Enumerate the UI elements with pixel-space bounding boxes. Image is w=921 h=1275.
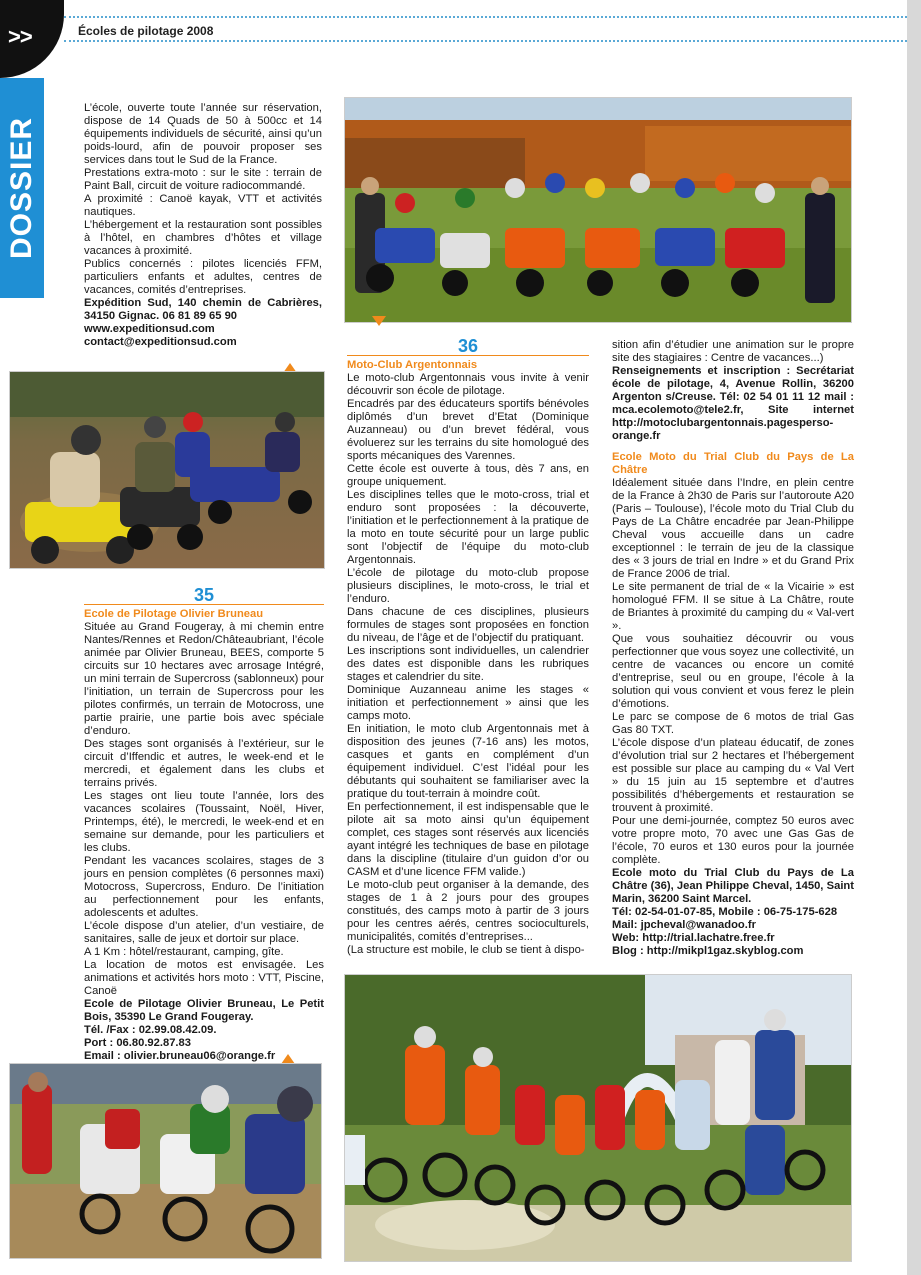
paragraph: sition afin d’étudier une animation sur le propre site des stagiaires : Centre de vacances...): [612, 339, 854, 364]
paragraph: A 1 Km : hôtel/restaurant, camping, gîte.: [84, 946, 284, 958]
paragraph: L’hébergement et la restauration sont possibles à l’hôtel, en chambres d’hôtes et village vacances à proximité.: [84, 219, 322, 257]
contact-email: contact@expeditionsud.com: [84, 336, 237, 348]
paragraph: Le moto-club peut organiser à la demande, des stages de 1 à 2 jours pour des groupes constitués, des camps moto à partir de 3 jours pour les centres aérés, centres socioculturels, municipalités, comités d’entreprises...: [347, 879, 589, 943]
paragraph: Cette école est ouverte à tous, dès 7 ans, en groupe uniquement.: [347, 463, 589, 488]
paragraph: Le parc se compose de 6 motos de trial Gas Gas 80 TXT.: [612, 711, 854, 736]
orange-arrow-down-icon: [372, 316, 386, 326]
paragraph: Publics concernés : pilotes licenciés FFM, particuliers enfants et adultes, centres de vacances, comités d’entreprises.: [84, 258, 322, 296]
paragraph: Que vous souhaitiez découvrir ou vous perfectionner que vous soyez une collectivité, un centre de vacances ou encore un comité d’entreprise, seul ou en groupe, l’école à la solution qui vous convient et vous ferez le plein d’émotions.: [612, 633, 854, 710]
paragraph: Les disciplines telles que le moto-cross, trial et enduro sont proposées : la découverte, l’initiation et le perfectionnement à la pratique de la moto en toute sécurité pour un large public sont l’objectif de l’équipe du moto-club Argentonnais.: [347, 489, 589, 566]
paragraph: Le moto-club Argentonnais vous invite à venir découvrir son école de pilotage.: [347, 372, 589, 397]
page-title: Écoles de pilotage 2008: [78, 24, 214, 38]
photo-quads: [9, 371, 325, 569]
contact-email: Mail: jpcheval@wanadoo.fr: [612, 919, 756, 931]
contact-email: Email : olivier.bruneau06@orange.fr: [84, 1050, 276, 1062]
contact-website: www.expeditionsud.com: [84, 323, 215, 335]
paragraph: La location de motos est envisagée. Les animations et activités hors moto : VTT, Piscine, Canoë: [84, 959, 324, 997]
paragraph: (La structure est mobile, le club se tient à dispo-: [347, 944, 585, 956]
photo-motocross-kids: [9, 1063, 322, 1259]
paragraph: Prestations extra-moto : sur le site : terrain de Paint Ball, circuit de voiture radiocommandé.: [84, 167, 322, 192]
photo-group-motocross: [344, 97, 852, 323]
paragraph: Dans chacune de ces disciplines, plusieurs formules de stages sont proposées en fonction du niveau, de l’âge et de l’objectif du pratiquant.: [347, 606, 589, 644]
section-number-36: 36: [347, 340, 589, 356]
paragraph: Des stages sont organisés à l’extérieur, sur le circuit d’Iffendic et autres, le week-end et le mercredi, et également dans les clubs et terrains privés.: [84, 738, 324, 789]
contact-phone: Tél: 02-54-01-07-85, Mobile : 06-75-175-628: [612, 906, 838, 918]
paragraph: A proximité : Canoë kayak, VTT et activités nautiques.: [84, 193, 322, 218]
paragraph: L’école dispose d’un atelier, d’un vestiaire, de sanitaires, salle de jeux et dortoir sur place.: [84, 920, 324, 945]
section-title: Moto-Club Argentonnais: [347, 359, 478, 371]
paragraph: L’école, ouverte toute l’année sur réservation, dispose de 14 Quads de 50 à 500cc et 14 équipements individuels de sécurité, ainsi qu’un poids-lourd, afin de pouvoir proposer ses services dans tout le Sud de la France.: [84, 102, 322, 166]
contact-address: Ecole moto du Trial Club du Pays de La Châtre (36), Jean Philippe Cheval, 1450, Saint Marin, 36200 Saint Marcel.: [612, 867, 854, 905]
section-36: [347, 336, 589, 957]
paragraph: Le site permanent de trial de « la Vicairie » est homologué FFM. Il se situe à La Châtre, route de Briantes à proximité du camping du « Val-vert ».: [612, 581, 854, 632]
paragraph: Située au Grand Fougeray, à mi chemin entre Nantes/Rennes et Redon/Châteaubriant, l’école animée par Olivier Bruneau, BEES, comporte 5 circuits sur 10 hectares avec arrosage Intégré, un mini terrain de Supercross (sablonneux) pour l’initiation, un terrain de Supercross pour les pilotes confirmés, un terrain de Motocross, une partie prairie, une partie bois avec spéciale d’enduro.: [84, 621, 324, 737]
section-title: Ecole de Pilotage Olivier Bruneau: [84, 608, 264, 620]
contact-phone: Tél. /Fax : 02.99.08.42.09.: [84, 1024, 217, 1036]
section-tab-label: DOSSIER: [5, 116, 38, 260]
paragraph: Les stages ont lieu toute l’année, lors des vacances scolaires (Toussaint, Noël, Hiver, Printemps, été), le mercredi, le week-end et en semaine sur demande, pour les particuliers et les clubs.: [84, 790, 324, 854]
contact-address: Ecole de Pilotage Olivier Bruneau, Le Petit Bois, 35390 Le Grand Fougeray.: [84, 998, 324, 1023]
paragraph: Les inscriptions sont individuelles, un calendrier des dates est disponible dans les rubriques stages et calendrier du site.: [347, 645, 589, 683]
paragraph: Pendant les vacances scolaires, stages de 3 jours en pension complètes (6 personnes maxi) Motocross, Supercross, Enduro. De l’initiation au perfectionnement pour les enfants, adolescents et adultes.: [84, 855, 324, 919]
column-1-top: [84, 102, 322, 349]
photo-trial-group: [344, 974, 852, 1262]
section-tab-dossier: [0, 78, 44, 298]
column-3: [612, 339, 854, 958]
section-number-35: 35: [84, 589, 324, 605]
section-35: [84, 585, 324, 1076]
contact-website: Web: http://trial.lachatre.free.fr: [612, 932, 775, 944]
page-edge-shadow: [907, 0, 921, 1275]
contact-blog: Blog : http://mikpl1gaz.skyblog.com: [612, 945, 804, 957]
header-dotted-line-bottom: [64, 40, 907, 42]
contact-block: Renseignements et inscription : Secrétariat école de pilotage, 4, Avenue Rollin, 36200 Argenton s/Creuse. Tél: 02 54 01 11 12 mail : mca.ecolemoto@tele2.fr, Site internet http://motoclubargentonnais.pagesperso-orange.fr: [612, 365, 854, 442]
paragraph: Idéalement située dans l’Indre, en plein centre de la France à 2h30 de Paris sur l’autoroute A20 (Paris – Toulouse), l’école moto du Trial Club du Pays de La Châtre encadrée par Jean-Philippe Cheval vous accueille dans un cadre exceptionnel : le terrain de jeu de la classique des « 3 jours de trial en Indre » et du Grand Prix de France 2006 de trial.: [612, 477, 854, 580]
header-dotted-line-top: [64, 16, 907, 18]
paragraph: L’école dispose d’un plateau éducatif, de zones d’évolution trial sur 2 hectares et l’hébergement est possible sur place au camping du « Val Vert » du 15 juin au 15 septembre et d’autres possibilités d’hébergements et restauration se trouvent à proximité.: [612, 737, 854, 814]
section-title: Ecole Moto du Trial Club du Pays de La Châtre: [612, 451, 854, 476]
paragraph: En initiation, le moto club Argentonnais met à disposition des jeunes (7-16 ans) les motos, casques et gants en complément d’un équipement individuel. C’est l’idéal pour les débutants qui souhaitent se familiariser avec la pratique du tout-terrain à moindre coût.: [347, 723, 589, 800]
paragraph: Pour une demi-journée, comptez 50 euros avec votre propre moto, 70 avec une Gas Gas de l’école, 70 euros et 130 euros pour la journée complète.: [612, 815, 854, 866]
paragraph: Encadrés par des éducateurs sportifs bénévoles diplômés d’un brevet d’Etat (Dominique Auzanneau) ou d’un brevet fédéral, vous évoluerez sur les terrains du site homologué des sports mécaniques des Varennes.: [347, 398, 589, 462]
paragraph: En perfectionnement, il est indispensable que le pilote ait sa moto ainsi qu’un équipement complet, ces stages sont réservés aux licenciés ayant intégré les techniques de base en pilotage dans la discipline (titulaire d’un guidon d’or ou CASM et d’une licence FFM valide.): [347, 801, 589, 878]
paragraph: Dominique Auzanneau anime les stages « initiation et perfectionnement » ainsi que les camps moto.: [347, 684, 589, 722]
contact-mobile: Port : 06.80.92.87.83: [84, 1037, 191, 1049]
header-corner-badge: [0, 0, 64, 78]
contact-address: Expédition Sud, 140 chemin de Cabrières, 34150 Gignac. 06 81 89 65 90: [84, 297, 322, 322]
chevron-right-icon: >>: [8, 24, 32, 49]
paragraph: L’école de pilotage du moto-club propose plusieurs disciplines, le moto-cross, le trial et l’enduro.: [347, 567, 589, 605]
